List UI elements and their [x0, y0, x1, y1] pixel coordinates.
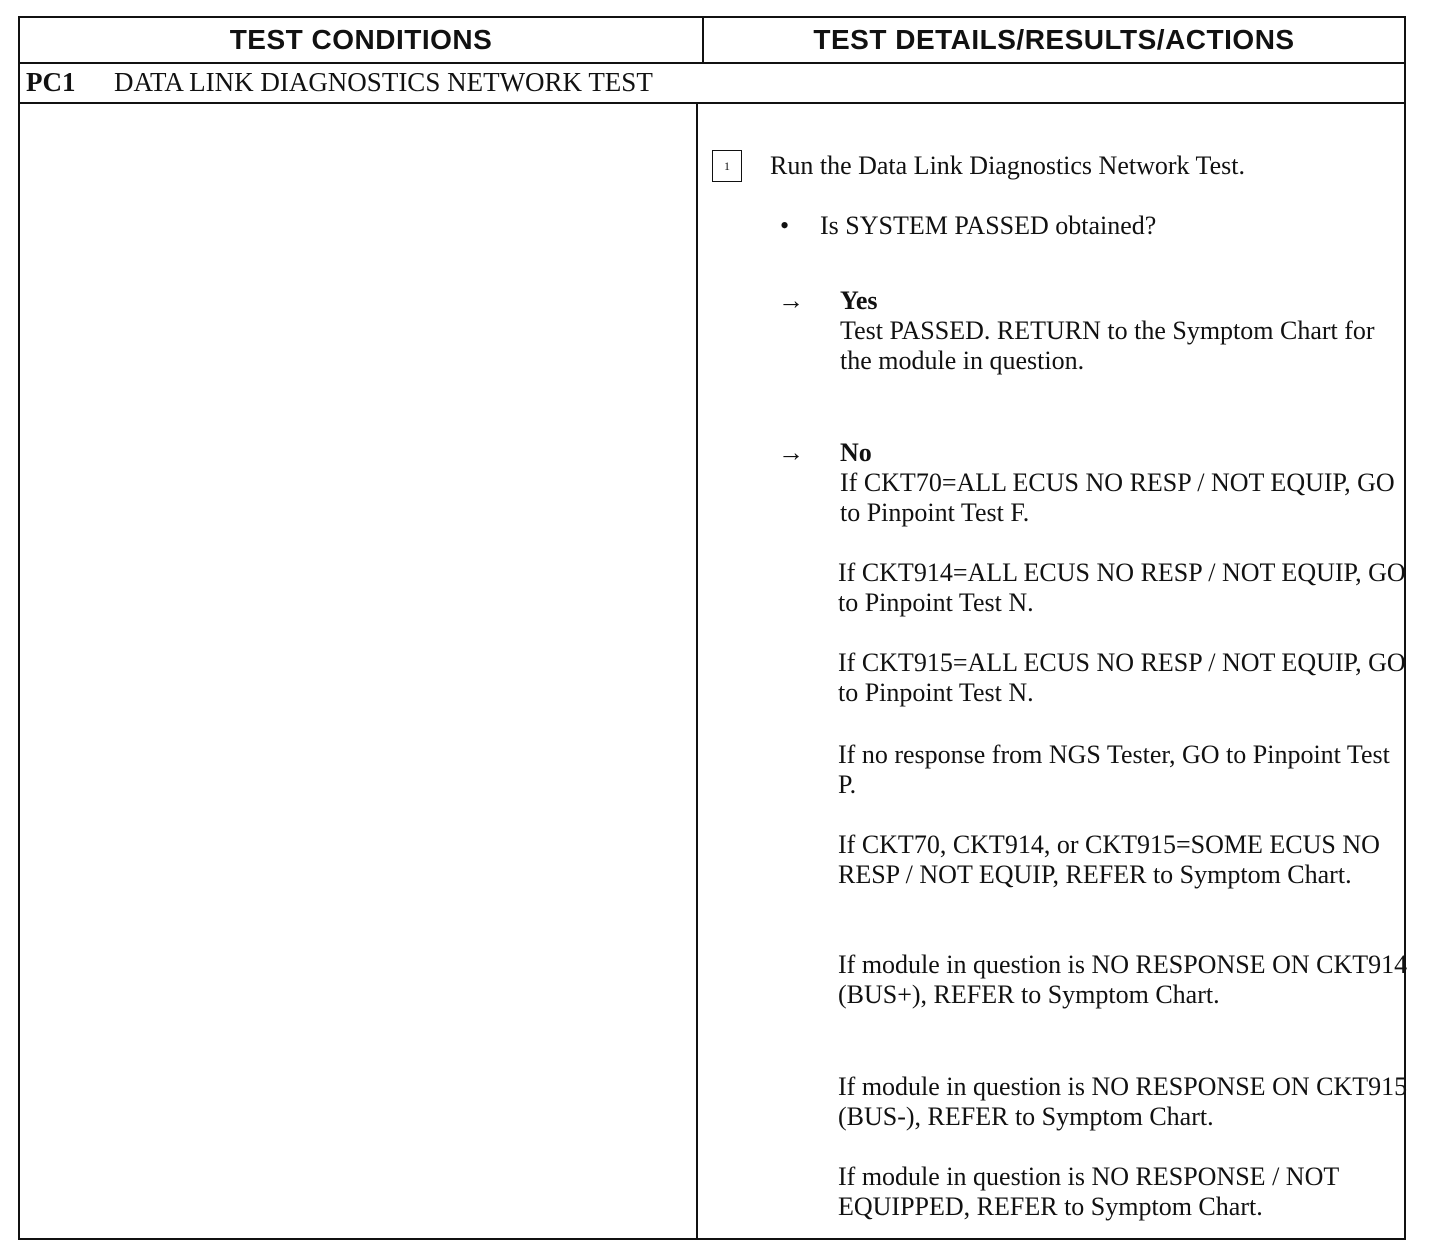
no-action-6: If module in question is NO RESPONSE ON CKT914 (BUS+), REFER to Symptom Chart. [838, 950, 1408, 1009]
bullet-icon: • [780, 211, 790, 240]
no-action-8: If module in question is NO RESPONSE / NOT EQUIPPED, REFER to Symptom Chart. [838, 1162, 1339, 1221]
header-test-conditions: TEST CONDITIONS [20, 18, 704, 62]
no-arrow-icon: → [778, 438, 804, 467]
step-number-box: 1 [712, 150, 742, 182]
test-details-cell [698, 104, 1408, 1238]
no-action-5: If CKT70, CKT914, or CKT915=SOME ECUS NO RESP / NOT EQUIP, REFER to Symptom Chart. [838, 830, 1380, 889]
no-action-1: If CKT70=ALL ECUS NO RESP / NOT EQUIP, GO to Pinpoint Test F. [840, 468, 1395, 527]
no-label: No [840, 438, 872, 467]
header-test-details: TEST DETAILS/RESULTS/ACTIONS [813, 24, 1295, 55]
question-text: Is SYSTEM PASSED obtained? [820, 211, 1157, 240]
no-action-2: If CKT914=ALL ECUS NO RESP / NOT EQUIP, GO to Pinpoint Test N. [838, 558, 1406, 617]
table-header-row [20, 18, 1404, 64]
no-action-3: If CKT915=ALL ECUS NO RESP / NOT EQUIP, GO to Pinpoint Test N. [838, 648, 1406, 707]
test-title: DATA LINK DIAGNOSTICS NETWORK TEST [114, 66, 653, 97]
yes-arrow-icon: → [778, 286, 804, 315]
test-code: PC1 [26, 66, 76, 97]
no-action-7: If module in question is NO RESPONSE ON CKT915 (BUS-), REFER to Symptom Chart. [838, 1072, 1408, 1131]
yes-branch [840, 286, 1410, 376]
no-branch [840, 438, 1410, 528]
yes-text: Test PASSED. RETURN to the Symptom Chart for the module in question. [840, 316, 1375, 375]
step-instruction: Run the Data Link Diagnostics Network Test. [770, 151, 1246, 180]
test-procedure-table [18, 16, 1406, 1240]
test-title-row [20, 62, 1404, 104]
test-conditions-cell [20, 104, 696, 1238]
no-action-4: If no response from NGS Tester, GO to Pinpoint Test P. [838, 740, 1390, 799]
yes-label: Yes [840, 286, 878, 315]
